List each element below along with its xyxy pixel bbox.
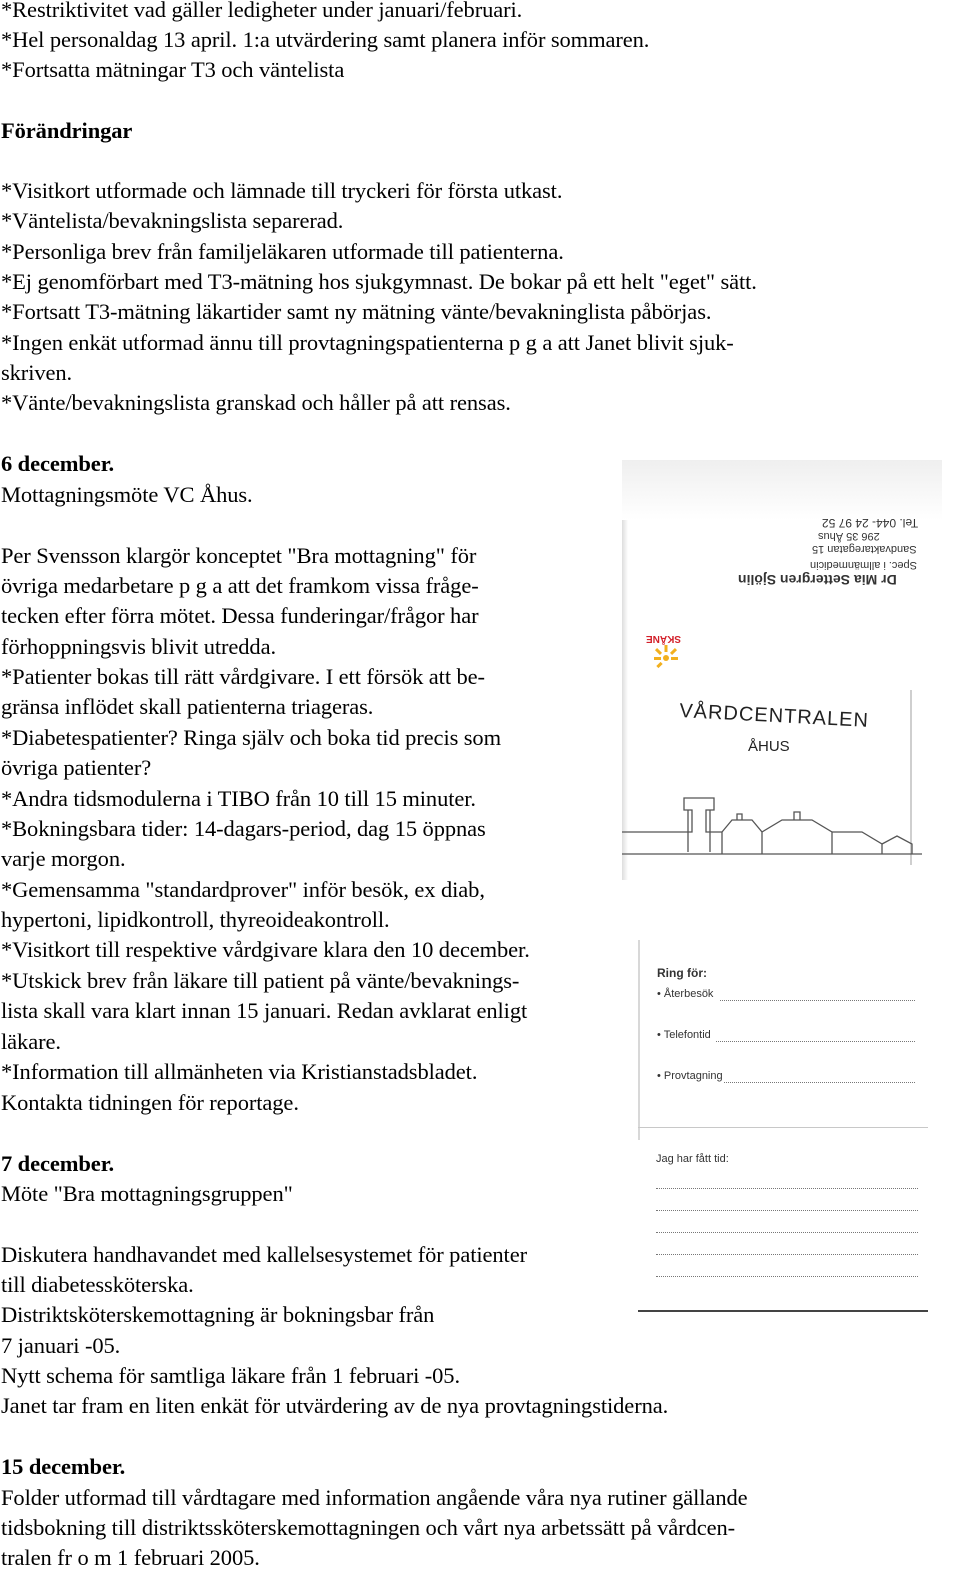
text-line: *Bokningsbara tider: 14-dagars-period, dag 15 öppnas (1, 816, 486, 841)
fill-line (656, 1188, 918, 1189)
date-heading: 15 december. (1, 1454, 126, 1479)
text-line: *Fortsatta mätningar T3 och väntelista (1, 57, 345, 82)
fill-line (656, 1276, 918, 1277)
text-line: *Restriktivitet vad gäller ledigheter under januari/februari. (1, 0, 523, 22)
text-line: förhoppningsvis blivit utredda. (1, 634, 276, 659)
fill-line (656, 1210, 918, 1211)
appointment-card-divider (638, 1127, 928, 1128)
text-line: Nytt schema för samtliga läkare från 1 februari -05. (1, 1363, 460, 1388)
card-street: Sandvaktaregatan 15 (812, 543, 917, 555)
text-line: *Visitkort utformade och lämnade till tryckeri för första utkast. (1, 178, 563, 203)
appointment-option: • Telefontid (657, 1029, 711, 1041)
text-line: *Ej genomförbart med T3-mätning hos sjukgymnast. De bokar på ett helt "eget" sätt. (1, 269, 757, 294)
appointment-option: • Återbesök (657, 988, 714, 1000)
text-line: *Utskick brev från läkare till patient på vänte/bevaknings- (1, 968, 520, 993)
fill-line (656, 1254, 918, 1255)
skane-logo-text: SKÅNE (646, 633, 682, 644)
card-clinic-subtitle: ÅHUS (748, 738, 790, 755)
text-line: Per Svensson klargör konceptet "Bra mottagning" för (1, 543, 477, 568)
date-heading: 7 december. (1, 1151, 115, 1176)
text-line: övriga medarbetare p g a att det framkom vissa fråge- (1, 573, 479, 598)
text-line: Möte "Bra mottagningsgruppen" (1, 1181, 293, 1206)
text-line: tecken efter förra mötet. Dessa funderingar/frågor har (1, 603, 479, 628)
skane-logo-icon (646, 632, 686, 672)
text-line: *Personliga brev från familjeläkaren utformade till patienterna. (1, 239, 564, 264)
text-line: Kontakta tidningen för reportage. (1, 1090, 299, 1115)
text-line: övriga patienter? (1, 755, 152, 780)
text-line: *Patienter bokas till rätt vårdgivare. I ett försök att be- (1, 664, 485, 689)
text-line: *Information till allmänheten via Kristianstadsbladet. (1, 1059, 478, 1084)
fill-line (656, 1232, 918, 1233)
text-line: *Diabetespatienter? Ringa själv och boka tid precis som (1, 725, 501, 750)
text-line: *Vänte/bevakningslista granskad och håller på att rensas. (1, 390, 511, 415)
appointment-option: • Provtagning (657, 1070, 723, 1082)
text-line: *Fortsatt T3-mätning läkartider samt ny mätning vänte/bevakninglista påbörjas. (1, 299, 712, 324)
text-line: *Gemensamma "standardprover" inför besök, ex diab, (1, 877, 485, 902)
text-line: skriven. (1, 360, 73, 385)
text-line: läkare. (1, 1029, 61, 1054)
text-line: Diskutera handhavandet med kallelsesystemet för patienter (1, 1242, 527, 1267)
fill-line (720, 1000, 915, 1001)
text-line: *Ingen enkät utformad ännu till provtagningspatienterna p g a att Janet blivit sjuk- (1, 330, 734, 355)
text-line: varje morgon. (1, 846, 126, 871)
text-line: Mottagningsmöte VC Åhus. (1, 482, 253, 507)
text-line: *Visitkort till respektive vårdgivare klara den 10 december. (1, 937, 530, 962)
appointment-ring-for: Ring för: (657, 966, 707, 980)
card-phone: Tel. 044- 24 97 52 (822, 516, 919, 530)
text-line: *Väntelista/bevakningslista separerad. (1, 208, 344, 233)
appointment-received-time: Jag har fått tid: (656, 1153, 729, 1165)
fill-line (716, 1041, 915, 1042)
card-postal: 296 35 Åhus (818, 530, 880, 542)
text-line: tralen fr o m 1 februari 2005. (1, 1545, 260, 1570)
card-shadow (622, 460, 942, 520)
fill-line (724, 1082, 915, 1083)
text-line: tidsbokning till distriktssköterskemottagningen och vårt nya arbetssätt på vårdcen- (1, 1515, 736, 1540)
appointment-card-edge (638, 1310, 928, 1312)
text-line: *Andra tidsmodulerna i TIBO från 10 till 15 minuter. (1, 786, 476, 811)
clinic-building-illustration (622, 790, 922, 870)
text-line: lista skall vara klart innan 15 januari. Redan avklarat enligt (1, 998, 528, 1023)
text-line: gränsa inflödet skall patienterna triageras. (1, 694, 374, 719)
text-line: Folder utformad till vårdtagare med information angående våra nya rutiner gällande (1, 1485, 748, 1510)
text-line: hypertoni, lipidkontroll, thyreoideakontroll. (1, 907, 390, 932)
date-heading: 6 december. (1, 451, 115, 476)
text-line: Janet tar fram en liten enkät för utvärdering av de nya provtagningstiderna. (1, 1393, 669, 1418)
text-line: 7 januari -05. (1, 1333, 121, 1358)
text-line: Distriktsköterskemottagning är bokningsbar från (1, 1302, 435, 1327)
text-line: till diabetessköterska. (1, 1272, 194, 1297)
card-doctor-name: Dr Mia Settergren Sjölin (738, 572, 897, 588)
section-heading: Förändringar (1, 118, 133, 143)
text-line: *Hel personaldag 13 april. 1:a utvärdering samt planera inför sommaren. (1, 27, 650, 52)
appointment-card-edge (638, 940, 640, 1140)
card-specialty: Spec. i allmänmedicin (810, 559, 917, 571)
card-clinic-title: VÅRDCENTRALEN (678, 700, 870, 732)
